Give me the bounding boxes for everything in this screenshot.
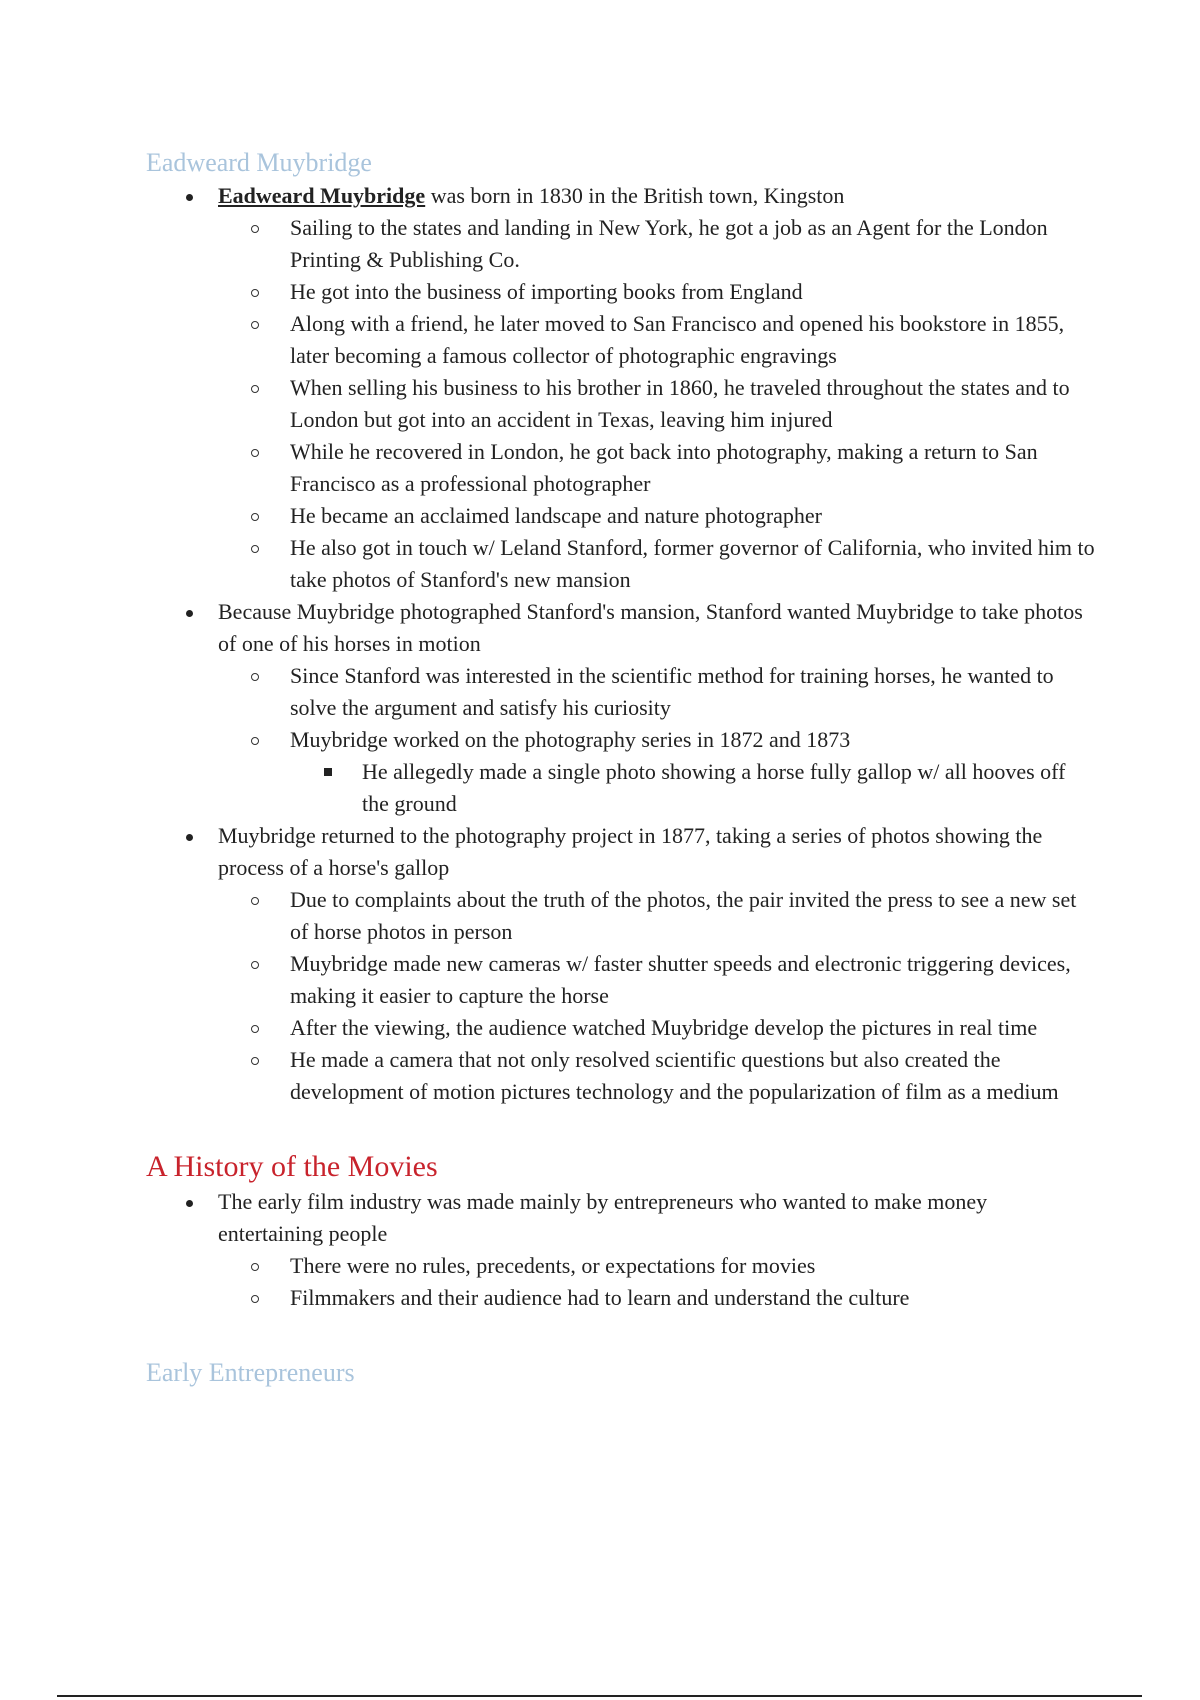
sub-list-item: Along with a friend, he later moved to San Francisco and opened his bookstore in 1855, later becoming a famous collector of photographic engravings	[218, 308, 1096, 372]
sub-list	[218, 660, 1096, 820]
sub-sub-list-item: He allegedly made a single photo showing a horse fully gallop w/ all hooves off the ground	[290, 756, 1096, 820]
sub-list	[218, 212, 1096, 596]
sub-list-item: Since Stanford was interested in the scientific method for training horses, he wanted to solve the argument and satisfy his curiosity	[218, 660, 1096, 724]
sub-list-item: He became an acclaimed landscape and nature photographer	[218, 500, 1096, 532]
sub-sub-list	[290, 756, 1096, 820]
sub-list	[218, 884, 1096, 1108]
sub-list-item: After the viewing, the audience watched Muybridge develop the pictures in real time	[218, 1012, 1096, 1044]
list-item-text: Muybridge returned to the photography project in 1877, taking a series of photos showing the process of a horse's gallop	[218, 823, 1043, 880]
sub-list-item: There were no rules, precedents, or expectations for movies	[218, 1250, 1096, 1282]
document-page	[146, 146, 1096, 1390]
sub-list	[218, 1250, 1096, 1314]
sub-list-item: When selling his business to his brother in 1860, he traveled throughout the states and to London but got into an accident in Texas, leaving him injured	[218, 372, 1096, 436]
section-heading-history: A History of the Movies	[146, 1150, 438, 1183]
list-item	[146, 180, 1096, 596]
list-item-text: was born in 1830 in the British town, Kingston	[425, 183, 845, 208]
sub-list-item: He got into the business of importing books from England	[218, 276, 1096, 308]
sub-list-item: While he recovered in London, he got back into photography, making a return to San Francisco as a professional photographer	[218, 436, 1096, 500]
list-item-text: The early film industry was made mainly by entrepreneurs who wanted to make money entertaining people	[218, 1189, 988, 1246]
page-bottom-rule	[57, 1695, 1142, 1697]
sub-list-item: Muybridge made new cameras w/ faster shutter speeds and electronic triggering devices, making it easier to capture the horse	[218, 948, 1096, 1012]
bullet-list-muybridge	[146, 180, 1096, 1108]
section-heading-entrepreneurs: Early Entrepreneurs	[146, 1358, 355, 1387]
list-item	[146, 1186, 1096, 1314]
sub-list-item: Due to complaints about the truth of the photos, the pair invited the press to see a new set of horse photos in person	[218, 884, 1096, 948]
bold-name: Eadweard Muybridge	[218, 183, 426, 208]
section-heading-muybridge: Eadweard Muybridge	[146, 148, 372, 177]
sub-list-item: Muybridge worked on the photography series in 1872 and 1873 He allegedly made a single photo showing a horse fully gallop w/ all hooves off the ground	[218, 724, 1096, 820]
list-item	[146, 596, 1096, 820]
sub-list-item: He made a camera that not only resolved scientific questions but also created the development of motion pictures technology and the popularization of film as a medium	[218, 1044, 1096, 1108]
list-item	[146, 820, 1096, 1108]
bullet-list-history	[146, 1186, 1096, 1314]
sub-list-item: Filmmakers and their audience had to learn and understand the culture	[218, 1282, 1096, 1314]
sub-list-item: He also got in touch w/ Leland Stanford, former governor of California, who invited him to take photos of Stanford's new mansion	[218, 532, 1096, 596]
section-spacer	[146, 1108, 1096, 1148]
sub-list-item: Sailing to the states and landing in New York, he got a job as an Agent for the London Printing & Publishing Co.	[218, 212, 1096, 276]
section-spacer	[146, 1314, 1096, 1356]
list-item-text: Because Muybridge photographed Stanford's mansion, Stanford wanted Muybridge to take photos of one of his horses in motion	[218, 599, 1083, 656]
